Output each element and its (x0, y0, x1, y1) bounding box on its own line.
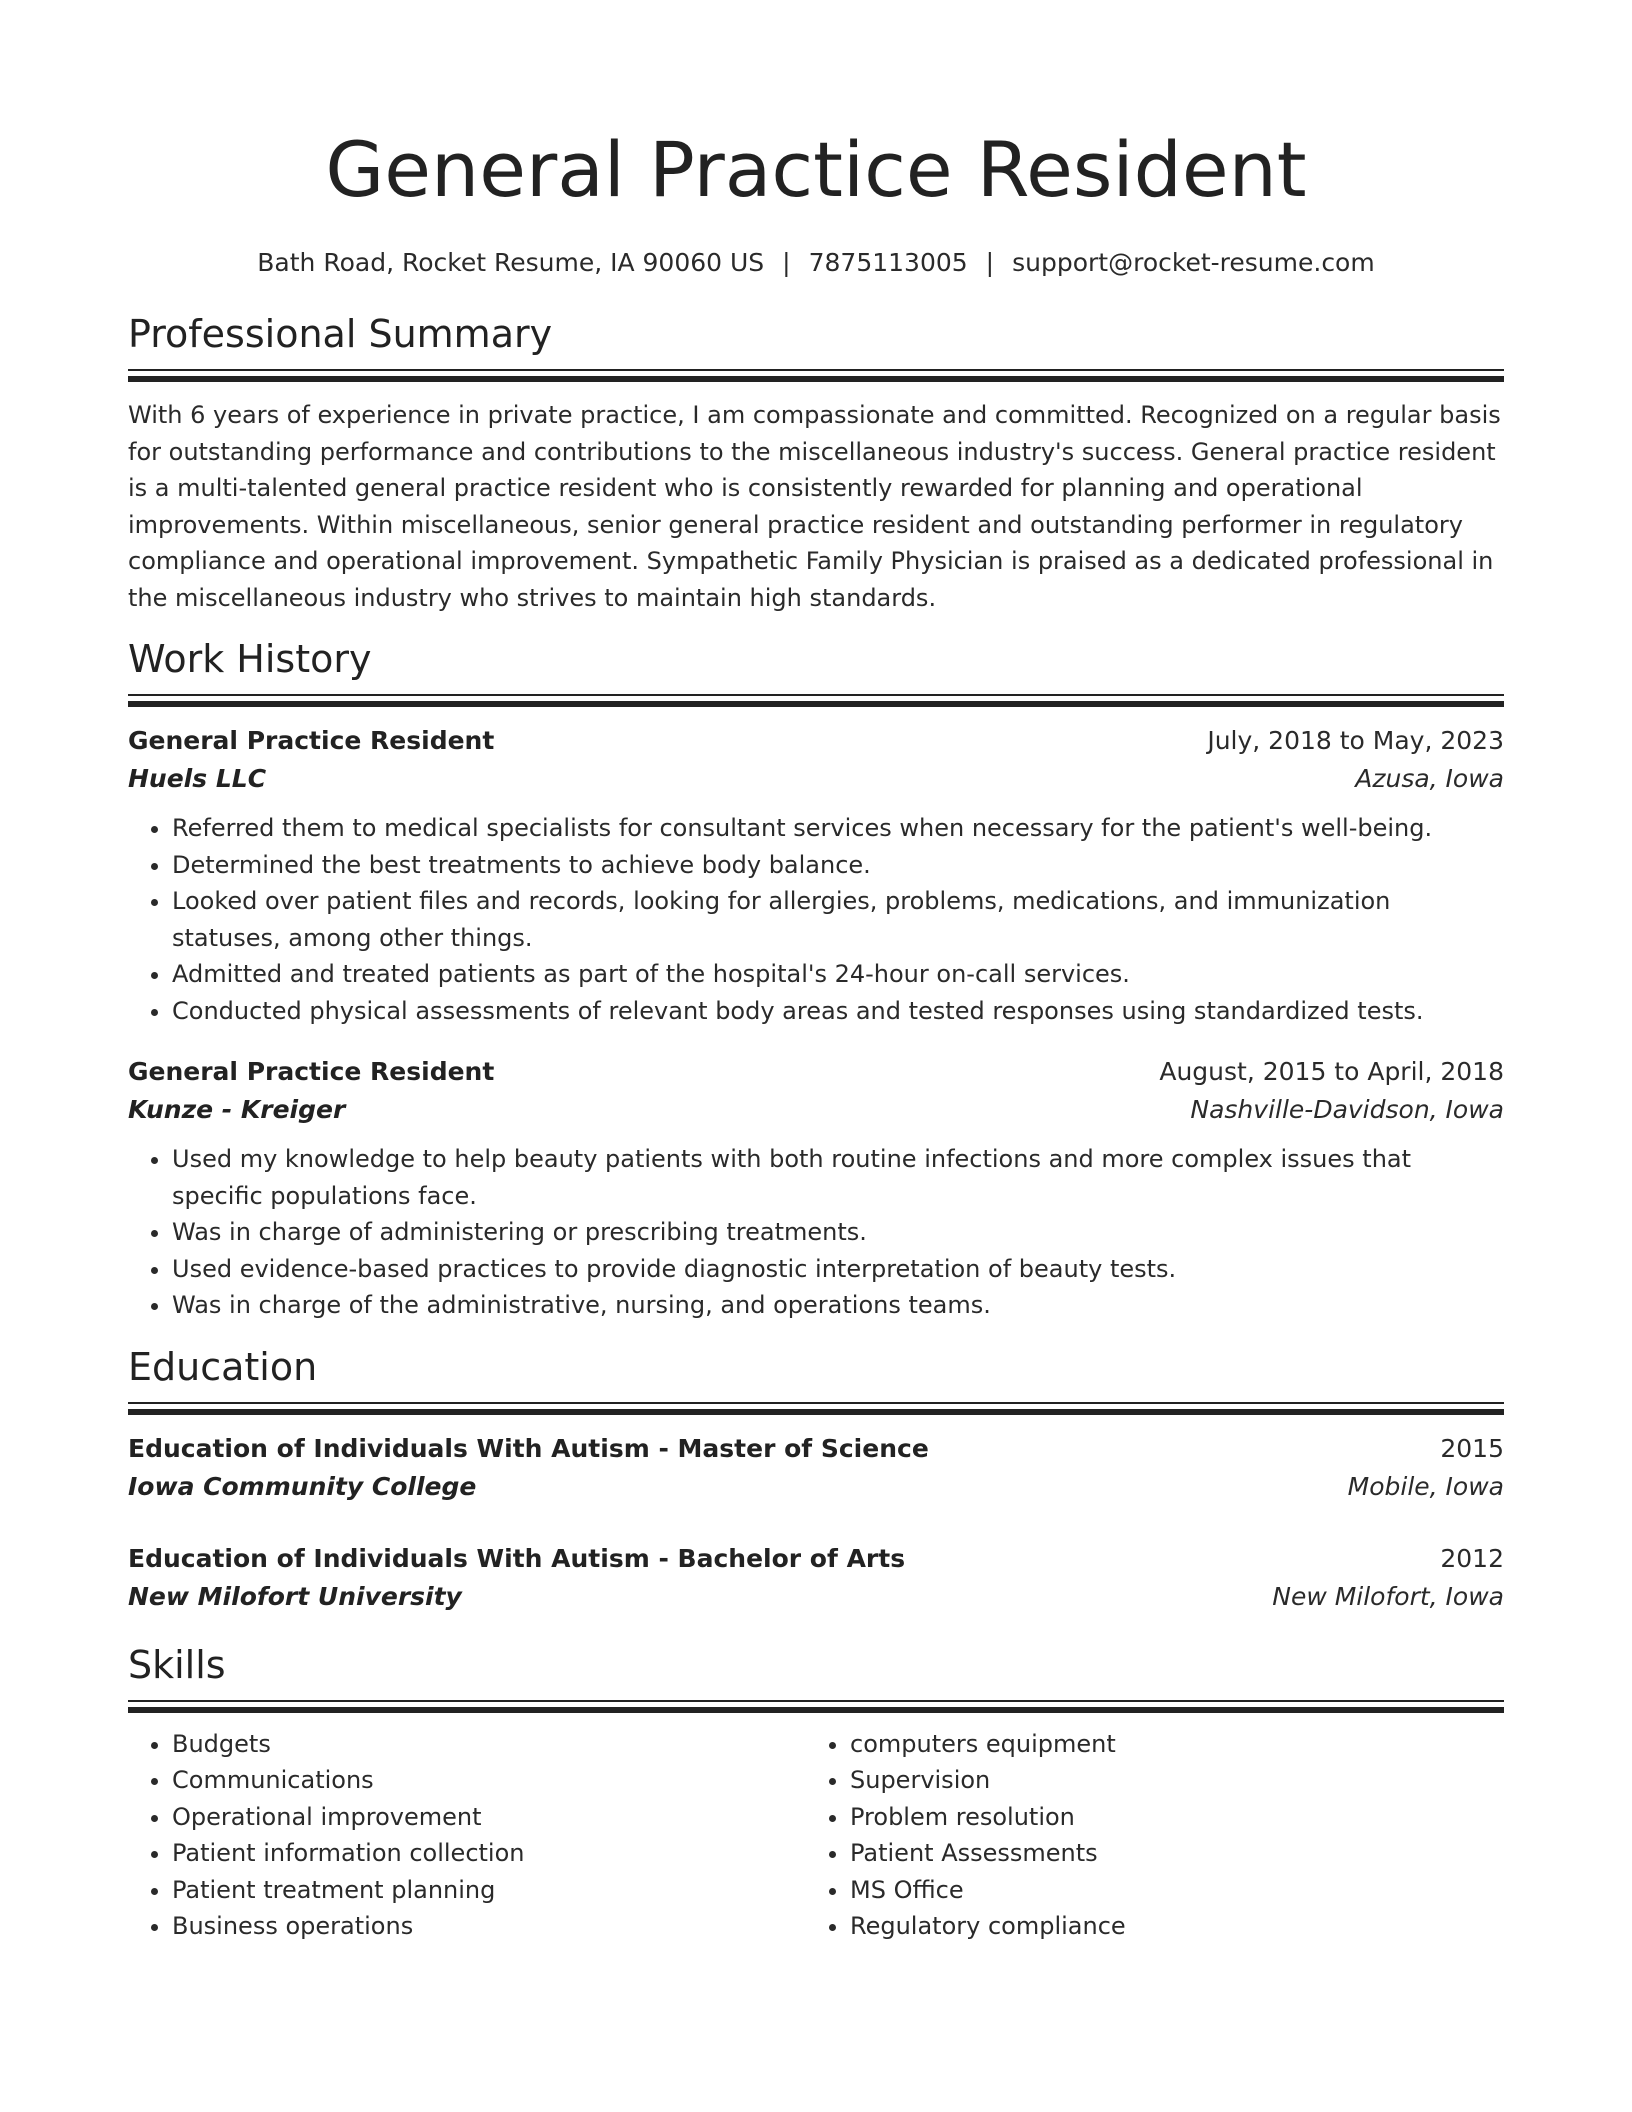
skill-item: • Patient treatment planning (172, 1872, 806, 1909)
skill-item: • MS Office (850, 1872, 1484, 1909)
skill-item: • Supervision (850, 1762, 1484, 1799)
skill-item: • Budgets (172, 1726, 806, 1763)
skill-item: • Patient Assessments (850, 1835, 1484, 1872)
education-subheader (128, 1578, 1504, 1616)
education-school: Iowa Community College (128, 1471, 477, 1501)
section-title-education: Education (128, 1344, 318, 1389)
education-entry (128, 1540, 1504, 1616)
skills-list-right (806, 1726, 1484, 1945)
job-header (128, 722, 1504, 760)
contact-line (128, 246, 1504, 280)
job-bullet: • Determined the best treatments to achieve body balance. (172, 847, 1504, 884)
education-year: 2012 (1440, 1543, 1504, 1573)
education-year: 2015 (1440, 1433, 1504, 1463)
education-section (128, 1342, 1504, 1616)
summary-section (128, 309, 1504, 616)
education-degree: Education of Individuals With Autism - Bachelor of Arts (128, 1543, 906, 1573)
job-subheader (128, 1091, 1504, 1129)
skills-columns (128, 1726, 1504, 1945)
job-bullets (128, 1141, 1504, 1324)
education-location: Mobile, Iowa (1347, 1471, 1504, 1501)
job-bullet: • Used my knowledge to help beauty patients with both routine infections and more complex issues that specific populations face. (172, 1141, 1504, 1214)
education-subheader (128, 1468, 1504, 1506)
job-dates: July, 2018 to May, 2023 (1207, 726, 1504, 755)
job-bullets (128, 810, 1504, 1029)
section-divider (128, 1402, 1504, 1416)
education-header (128, 1540, 1504, 1578)
job-entry (128, 1053, 1504, 1324)
skill-item: • computers equipment (850, 1726, 1484, 1763)
education-header (128, 1430, 1504, 1468)
contact-separator: | (782, 248, 791, 277)
section-divider (128, 694, 1504, 708)
job-company: Huels LLC (128, 764, 267, 793)
job-bullet: • Admitted and treated patients as part of the hospital's 24-hour on-call services. (172, 956, 1504, 993)
job-bullet: • Conducted physical assessments of relevant body areas and tested responses using standardized tests. (172, 993, 1504, 1030)
skill-item: • Problem resolution (850, 1799, 1484, 1836)
contact-address: Bath Road, Rocket Resume, IA 90060 US (257, 248, 765, 277)
skill-item: • Communications (172, 1762, 806, 1799)
skill-item: • Operational improvement (172, 1799, 806, 1836)
skill-item: • Regulatory compliance (850, 1908, 1484, 1945)
skill-item: • Patient information collection (172, 1835, 806, 1872)
job-subheader (128, 760, 1504, 798)
job-title: General Practice Resident (128, 726, 495, 755)
job-header (128, 1053, 1504, 1091)
section-title-summary: Professional Summary (128, 312, 553, 356)
section-divider (128, 369, 1504, 383)
job-bullet: • Used evidence-based practices to provide diagnostic interpretation of beauty tests. (172, 1251, 1504, 1288)
skills-section (128, 1640, 1504, 1945)
education-location: New Milofort, Iowa (1272, 1581, 1504, 1611)
education-school: New Milofort University (128, 1581, 462, 1611)
contact-phone[interactable]: 7875113005 (808, 248, 968, 277)
section-title-work-history: Work History (128, 637, 372, 681)
job-title: General Practice Resident (128, 1057, 495, 1086)
resume-page (128, 0, 1504, 1945)
job-bullet: • Referred them to medical specialists for consultant services when necessary for the patient's well-being. (172, 810, 1504, 847)
education-entry (128, 1430, 1504, 1506)
job-bullet: • Was in charge of administering or prescribing treatments. (172, 1214, 1504, 1251)
job-bullet: • Looked over patient files and records, looking for allergies, problems, medications, and immunization statuses, among other things. (172, 883, 1504, 956)
summary-text: With 6 years of experience in private practice, I am compassionate and committed. Recognized on a regular basis for outstanding performance and contributions to the miscellaneous industry's success. General practice resident is a multi-talented general practice resident who is consistently rewarded for planning and operational improvements. Within miscellaneous, senior general practice resident and outstanding performer in regulatory compliance and operational improvement. Sympathetic Family Physician is praised as a dedicated professional in the miscellaneous industry who strives to maintain high standards. (128, 401, 1501, 612)
section-divider (128, 1700, 1504, 1714)
job-dates: August, 2015 to April, 2018 (1159, 1057, 1504, 1086)
job-company: Kunze - Kreiger (128, 1095, 346, 1124)
job-entry (128, 722, 1504, 1029)
contact-separator: | (985, 248, 995, 277)
resume-name: General Practice Resident (325, 125, 1307, 214)
contact-email[interactable]: support@rocket-resume.com (1012, 248, 1375, 277)
job-bullet: • Was in charge of the administrative, nursing, and operations teams. (172, 1287, 1504, 1324)
work-history-section (128, 634, 1504, 1324)
job-location: Nashville-Davidson, Iowa (1190, 1095, 1504, 1124)
skill-item: • Business operations (172, 1908, 806, 1945)
job-location: Azusa, Iowa (1355, 764, 1504, 793)
skills-list-left (128, 1726, 806, 1945)
education-degree: Education of Individuals With Autism - Master of Science (128, 1433, 929, 1463)
section-title-skills: Skills (128, 1642, 226, 1687)
